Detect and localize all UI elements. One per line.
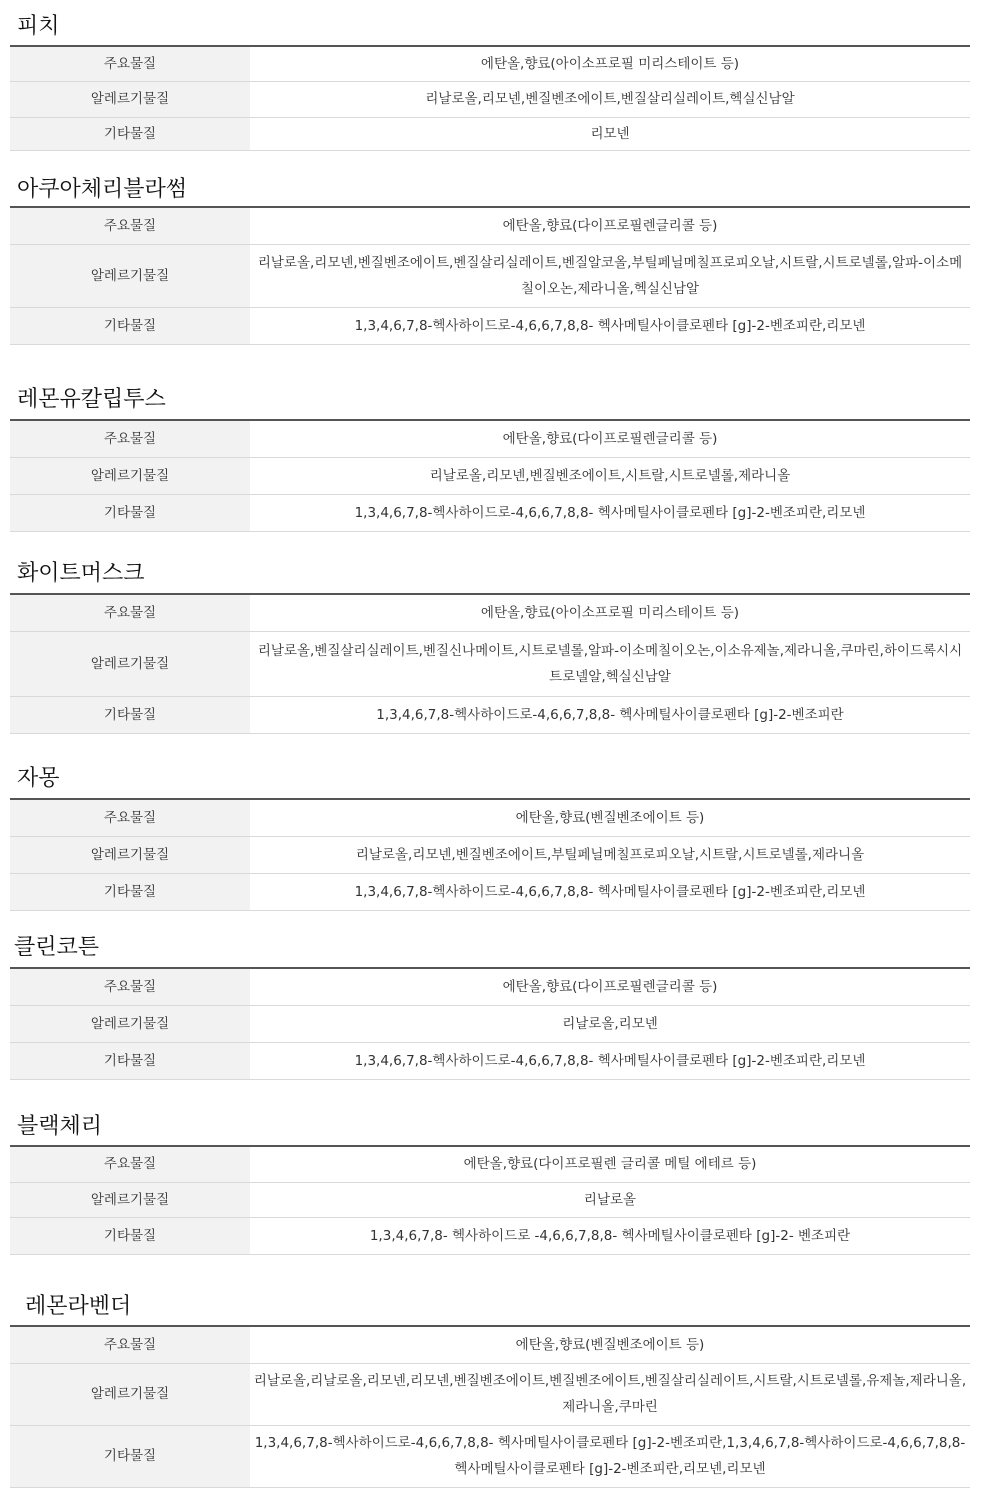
allergen-ingredients: 리날로올,리모넨,벤질벤조에이트,벤질살리실레이트,헥실신남알: [250, 81, 970, 117]
table-row: [10, 494, 970, 531]
ingredient-table: [10, 206, 970, 345]
row-label-main: 주요물질: [10, 1146, 250, 1182]
main-ingredients: 에탄올,향료(아이소프로필 미리스테이트 등): [250, 594, 970, 631]
row-label-allergen: 알레르기물질: [10, 631, 250, 696]
other-ingredients: 리모넨: [250, 117, 970, 150]
ingredient-table: [10, 45, 970, 151]
section-title: 블랙체리: [17, 1114, 103, 1139]
table-row: [10, 1363, 970, 1425]
row-label-main: 주요물질: [10, 46, 250, 81]
row-label-main: 주요물질: [10, 207, 250, 244]
row-label-allergen: 알레르기물질: [10, 1005, 250, 1042]
table-row: [10, 836, 970, 873]
other-ingredients: 1,3,4,6,7,8-헥사하이드로-4,6,6,7,8,8- 헥사메틸사이클로펜타 [g]-2-벤조피란,1,3,4,6,7,8-헥사하이드로-4,6,6,7,8,8- 헥사메틸사이클로펜타 [g]-2-벤조피란,리모넨,리모넨: [250, 1425, 970, 1487]
row-label-allergen: 알레르기물질: [10, 1363, 250, 1425]
table-row: [10, 81, 970, 117]
table-row: [10, 873, 970, 910]
section-title: 클린코튼: [14, 935, 100, 960]
other-ingredients: 1,3,4,6,7,8-헥사하이드로-4,6,6,7,8,8- 헥사메틸사이클로펜타 [g]-2-벤조피란,리모넨: [250, 307, 970, 344]
other-ingredients: 1,3,4,6,7,8- 헥사하이드로 -4,6,6,7,8,8- 헥사메틸사이클로펜타 [g]-2- 벤조피란: [250, 1217, 970, 1254]
table-row: [10, 1326, 970, 1363]
table-row: [10, 1005, 970, 1042]
table-row: [10, 968, 970, 1005]
row-label-other: 기타물질: [10, 117, 250, 150]
allergen-ingredients: 리날로올,리날로올,리모넨,리모넨,벤질벤조에이트,벤질벤조에이트,벤질살리실레이트,시트랄,시트로넬롤,유제놀,제라니올,제라니올,쿠마린: [250, 1363, 970, 1425]
section-title: 아쿠아체리블라썸: [17, 177, 188, 202]
table-row: [10, 1182, 970, 1217]
row-label-other: 기타물질: [10, 1042, 250, 1079]
table-row: [10, 46, 970, 81]
main-ingredients: 에탄올,향료(벤질벤조에이트 등): [250, 799, 970, 836]
main-ingredients: 에탄올,향료(다이프로필렌 글리콜 메틸 에테르 등): [250, 1146, 970, 1182]
ingredient-table: [10, 593, 970, 734]
row-label-main: 주요물질: [10, 594, 250, 631]
ingredient-table: [10, 1145, 970, 1255]
table-row: [10, 1146, 970, 1182]
main-ingredients: 에탄올,향료(벤질벤조에이트 등): [250, 1326, 970, 1363]
table-row: [10, 420, 970, 457]
main-ingredients: 에탄올,향료(다이프로필렌글리콜 등): [250, 968, 970, 1005]
allergen-ingredients: 리날로올,리모넨,벤질벤조에이트,시트랄,시트로넬롤,제라니올: [250, 457, 970, 494]
section-title: 레몬라벤더: [25, 1294, 132, 1319]
section-title: 화이트머스크: [17, 561, 145, 586]
main-ingredients: 에탄올,향료(다이프로필렌글리콜 등): [250, 207, 970, 244]
table-row: [10, 307, 970, 344]
table-row: [10, 594, 970, 631]
allergen-ingredients: 리날로올,리모넨,벤질벤조에이트,부틸페닐메칠프로피오날,시트랄,시트로넬롤,제라니올: [250, 836, 970, 873]
allergen-ingredients: 리날로올: [250, 1182, 970, 1217]
ingredient-table: [10, 1325, 970, 1488]
section-title: 레몬유칼립투스: [17, 387, 166, 412]
section-title: 피치: [17, 14, 60, 39]
row-label-other: 기타물질: [10, 873, 250, 910]
table-row: [10, 207, 970, 244]
table-row: [10, 696, 970, 733]
row-label-allergen: 알레르기물질: [10, 244, 250, 307]
row-label-allergen: 알레르기물질: [10, 836, 250, 873]
other-ingredients: 1,3,4,6,7,8-헥사하이드로-4,6,6,7,8,8- 헥사메틸사이클로펜타 [g]-2-벤조피란: [250, 696, 970, 733]
allergen-ingredients: 리날로올,리모넨,벤질벤조에이트,벤질살리실레이트,벤질알코올,부틸페닐메칠프로피오날,시트랄,시트로넬롤,알파-이소메칠이오논,제라니올,헥실신남알: [250, 244, 970, 307]
table-row: [10, 244, 970, 307]
row-label-main: 주요물질: [10, 799, 250, 836]
allergen-ingredients: 리날로올,리모넨: [250, 1005, 970, 1042]
table-row: [10, 799, 970, 836]
section-title: 자몽: [17, 766, 60, 791]
other-ingredients: 1,3,4,6,7,8-헥사하이드로-4,6,6,7,8,8- 헥사메틸사이클로펜타 [g]-2-벤조피란,리모넨: [250, 1042, 970, 1079]
table-row: [10, 631, 970, 696]
table-row: [10, 117, 970, 150]
row-label-allergen: 알레르기물질: [10, 1182, 250, 1217]
table-row: [10, 1217, 970, 1254]
row-label-allergen: 알레르기물질: [10, 81, 250, 117]
row-label-other: 기타물질: [10, 494, 250, 531]
row-label-other: 기타물질: [10, 1217, 250, 1254]
row-label-main: 주요물질: [10, 420, 250, 457]
row-label-main: 주요물질: [10, 1326, 250, 1363]
other-ingredients: 1,3,4,6,7,8-헥사하이드로-4,6,6,7,8,8- 헥사메틸사이클로펜타 [g]-2-벤조피란,리모넨: [250, 873, 970, 910]
row-label-other: 기타물질: [10, 307, 250, 344]
row-label-main: 주요물질: [10, 968, 250, 1005]
ingredient-table: [10, 967, 970, 1080]
row-label-allergen: 알레르기물질: [10, 457, 250, 494]
main-ingredients: 에탄올,향료(아이소프로필 미리스테이트 등): [250, 46, 970, 81]
ingredient-table: [10, 419, 970, 532]
table-row: [10, 1042, 970, 1079]
row-label-other: 기타물질: [10, 696, 250, 733]
table-row: [10, 1425, 970, 1487]
other-ingredients: 1,3,4,6,7,8-헥사하이드로-4,6,6,7,8,8- 헥사메틸사이클로펜타 [g]-2-벤조피란,리모넨: [250, 494, 970, 531]
allergen-ingredients: 리날로올,벤질살리실레이트,벤질신나메이트,시트로넬롤,알파-이소메칠이오논,이소유제놀,제라니올,쿠마린,하이드록시시트로넬알,헥실신남알: [250, 631, 970, 696]
row-label-other: 기타물질: [10, 1425, 250, 1487]
ingredient-table: [10, 798, 970, 911]
main-ingredients: 에탄올,향료(다이프로필렌글리콜 등): [250, 420, 970, 457]
table-row: [10, 457, 970, 494]
